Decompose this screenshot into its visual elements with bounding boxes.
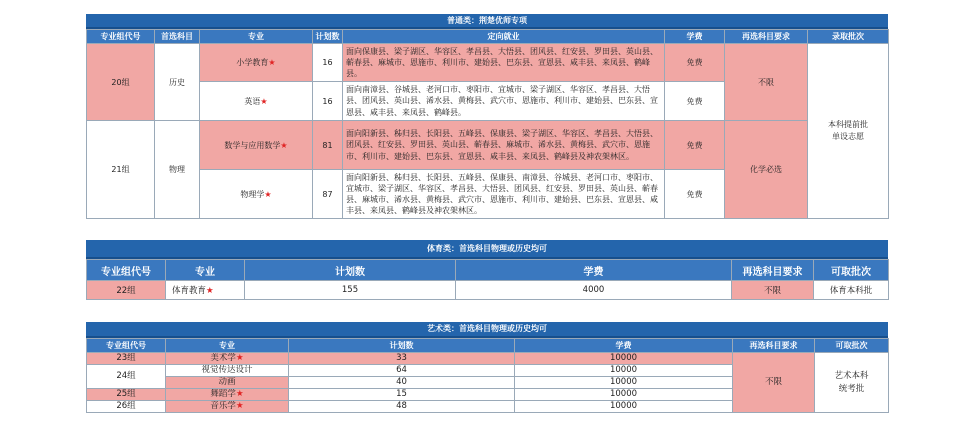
major-cell <box>200 44 313 82</box>
col-header-major: 专业 <box>166 260 245 281</box>
general-header-row <box>87 30 889 44</box>
fee-cell: 10000 <box>515 389 733 401</box>
table-row <box>87 281 889 300</box>
major-name: 物理学 <box>240 189 265 199</box>
col-header-major: 专业 <box>166 339 289 353</box>
sports-header-row <box>87 260 889 281</box>
major-name: 舞蹈学 <box>210 389 236 399</box>
star-icon: ★ <box>235 389 244 399</box>
table-row <box>87 121 889 170</box>
arts-header-row <box>87 339 889 353</box>
sports-category-section <box>86 240 888 300</box>
major-cell <box>200 170 313 219</box>
col-header-code: 专业组代号 <box>87 260 166 281</box>
requirement-cell: 化学必选 <box>725 121 808 219</box>
area-cell: 面向保康县、梁子湖区、华容区、孝昌县、大悟县、团风县、红安县、罗田县、英山县、蕲春县、麻城市、恩施市、利川市、建始县、巴东县、宣恩县、咸丰县、来凤县、鹤峰县。 <box>343 44 665 82</box>
group-code-cell: 26组 <box>87 401 166 413</box>
table-row <box>87 44 889 82</box>
area-cell: 面向南漳县、谷城县、老河口市、枣阳市、宜城市、梁子湖区、华容区、孝昌县、大悟县、团风县、英山县、浠水县、黄梅县、武穴市、恩施市、利川市、建始县、巴东县、宣恩县、咸丰县、来凤县、鹤峰县。 <box>343 82 665 121</box>
col-header-code: 专业组代号 <box>87 30 155 44</box>
area-cell: 面向阳新县、秭归县、长阳县、五峰县、保康县、南漳县、谷城县、老河口市、枣阳市、宜城市、梁子湖区、华容区、孝昌县、大悟县、团风县、红安县、罗田县、英山县、蕲春县、麻城市、浠水县、黄梅县、武穴市、恩施市、利川市、建始县、巴东县、宣恩县、咸丰县、来凤县、鹤峰县及神农架林区。 <box>343 170 665 219</box>
table-row <box>87 353 889 365</box>
major-cell <box>166 353 289 365</box>
col-header-plan: 计划数 <box>245 260 456 281</box>
group-code-cell: 24组 <box>87 365 166 389</box>
fee-cell: 10000 <box>515 401 733 413</box>
star-icon: ★ <box>268 58 276 67</box>
batch-cell: 本科提前批 单设志愿 <box>808 44 889 219</box>
major-name: 英语 <box>244 96 261 106</box>
major-name: 体育教育 <box>172 286 207 296</box>
batch-cell: 艺术本科 统考批 <box>815 353 889 413</box>
col-header-batch: 可取批次 <box>815 339 889 353</box>
col-header-subject: 首选科目 <box>155 30 200 44</box>
col-header-fee: 学费 <box>456 260 732 281</box>
major-name: 小学教育 <box>236 58 269 67</box>
col-header-fee: 学费 <box>665 30 725 44</box>
arts-table <box>86 338 889 413</box>
major-cell <box>166 281 245 300</box>
col-header-req: 再选科目要求 <box>733 339 815 353</box>
col-header-req: 再选科目要求 <box>725 30 808 44</box>
group-code-cell: 21组 <box>87 121 155 219</box>
group-code-cell: 23组 <box>87 353 166 365</box>
major-cell <box>166 389 289 401</box>
first-subject-cell: 物理 <box>155 121 200 219</box>
plan-cell: 15 <box>289 389 515 401</box>
fee-cell: 免费 <box>665 44 725 82</box>
star-icon: ★ <box>264 189 272 199</box>
sports-table <box>86 259 889 300</box>
fee-cell: 4000 <box>456 281 732 300</box>
star-icon: ★ <box>280 140 288 150</box>
major-cell <box>166 365 289 377</box>
plan-cell: 155 <box>245 281 456 300</box>
col-header-major: 专业 <box>200 30 313 44</box>
col-header-area: 定向就业 <box>343 30 665 44</box>
arts-category-section <box>86 322 888 413</box>
major-cell <box>166 401 289 413</box>
requirement-cell: 不限 <box>732 281 814 300</box>
plan-cell: 40 <box>289 377 515 389</box>
fee-cell: 免费 <box>665 82 725 121</box>
area-cell: 面向阳新县、秭归县、长阳县、五峰县、保康县、梁子湖区、华容区、孝昌县、大悟县、团风县、红安县、罗田县、英山县、蕲春县、麻城市、浠水县、黄梅县、武穴市、恩施市、利川市、建始县、巴东县、宣恩县、咸丰县、来凤县、鹤峰县及神农架林区。 <box>343 121 665 170</box>
requirement-cell: 不限 <box>733 353 815 413</box>
col-header-fee: 学费 <box>515 339 733 353</box>
plan-cell: 81 <box>313 121 343 170</box>
group-code-cell: 25组 <box>87 389 166 401</box>
star-icon: ★ <box>260 96 268 106</box>
star-icon: ★ <box>206 286 214 296</box>
major-name: 动画 <box>218 377 236 387</box>
fee-cell: 免费 <box>665 121 725 170</box>
major-cell <box>200 82 313 121</box>
group-code-cell: 20组 <box>87 44 155 121</box>
fee-cell: 10000 <box>515 377 733 389</box>
major-name: 视觉传达设计 <box>201 365 253 375</box>
plan-cell: 64 <box>289 365 515 377</box>
major-name: 数学与应用数学 <box>224 140 281 150</box>
col-header-req: 再选科目要求 <box>732 260 814 281</box>
fee-cell: 免费 <box>665 170 725 219</box>
col-header-batch: 可取批次 <box>814 260 889 281</box>
requirement-cell: 不限 <box>725 44 808 121</box>
arts-caption: 艺术类：首选科目物理或历史均可 <box>86 322 888 338</box>
major-name: 美术学 <box>210 353 236 363</box>
major-cell <box>200 121 313 170</box>
sports-caption: 体育类：首选科目物理或历史均可 <box>86 240 888 259</box>
major-name: 音乐学 <box>210 401 236 411</box>
col-header-plan: 计划数 <box>313 30 343 44</box>
fee-cell: 10000 <box>515 353 733 365</box>
plan-cell: 33 <box>289 353 515 365</box>
star-icon: ★ <box>235 401 244 411</box>
star-icon: ★ <box>235 353 244 363</box>
general-category-section <box>86 14 888 219</box>
plan-cell: 16 <box>313 44 343 82</box>
fee-cell: 10000 <box>515 365 733 377</box>
plan-cell: 48 <box>289 401 515 413</box>
col-header-code: 专业组代号 <box>87 339 166 353</box>
plan-cell: 87 <box>313 170 343 219</box>
col-header-batch: 录取批次 <box>808 30 889 44</box>
plan-cell: 16 <box>313 82 343 121</box>
group-code-cell: 22组 <box>87 281 166 300</box>
batch-cell: 体育本科批 <box>814 281 889 300</box>
general-caption: 普通类：荆楚优师专项 <box>86 14 888 29</box>
major-cell <box>166 377 289 389</box>
general-table <box>86 29 889 219</box>
col-header-plan: 计划数 <box>289 339 515 353</box>
first-subject-cell: 历史 <box>155 44 200 121</box>
